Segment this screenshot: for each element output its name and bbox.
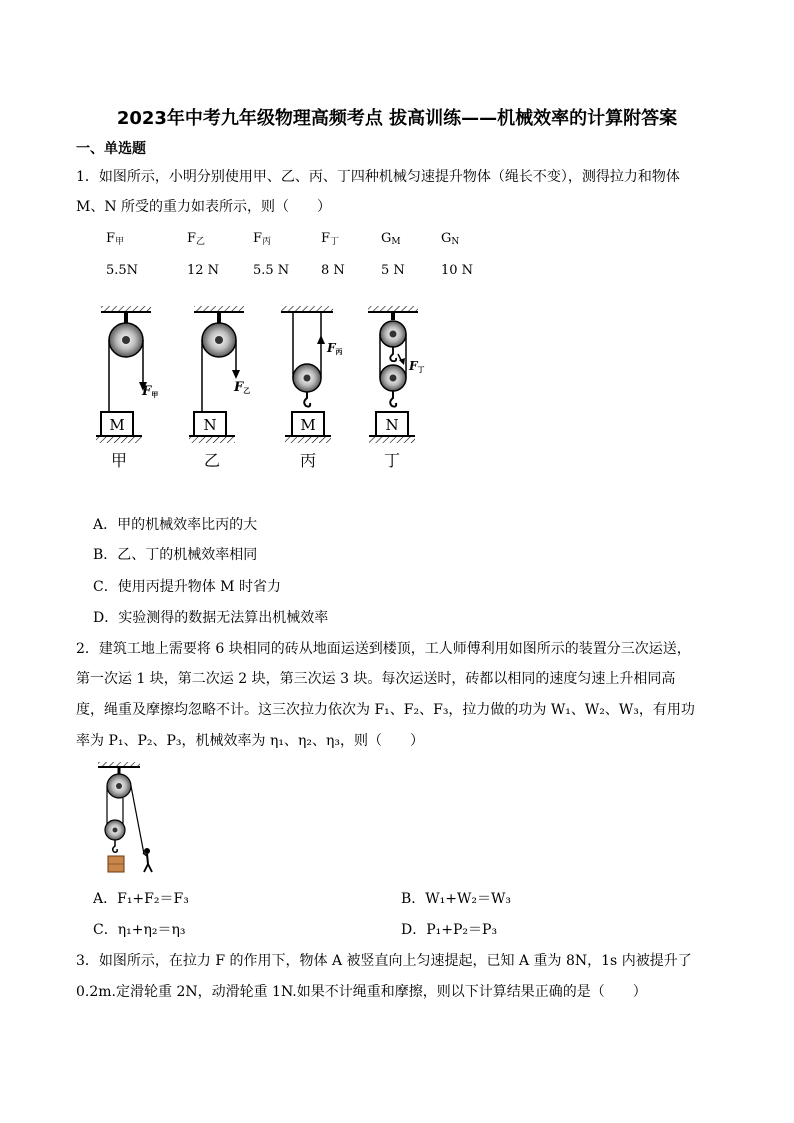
q3-stem-line2: 0.2m.定滑轮重 2N，动滑轮重 1N.如果不计绳重和摩擦，则以下计算结果正确的是（ ） [76, 984, 647, 1000]
table-cell: 10 N [441, 263, 474, 278]
q1-stem-line1: 1．如图所示，小明分别使用甲、乙、丙、丁四种机械匀速提升物体（绳长不变），测得拉力和物体 [76, 169, 680, 185]
page-title: 2023年中考九年级物理高频考点 拔高训练——机械效率的计算附答案 [116, 108, 678, 129]
box-label-m: M [109, 416, 125, 434]
q2-pulley-figure [94, 760, 164, 878]
box-label-m: M [300, 416, 316, 434]
box-label-n: N [203, 416, 217, 434]
caption-ding: 丁 [383, 451, 401, 470]
q1-stem-line2: M、N 所受的重力如表所示，则（ ） [76, 199, 332, 215]
table-cell: 12 N [187, 263, 220, 278]
q2-stem-line4: 率为 P₁、P₂、P₃，机械效率为 η₁、η₂、η₃，则（ ） [76, 733, 424, 749]
section-heading: 一、单选题 [76, 141, 146, 157]
q2-option-b: B．W₁+W₂＝W₃ [401, 891, 512, 907]
box-label-n: N [385, 416, 399, 434]
force-arrow-icon [232, 370, 240, 379]
hook-icon [390, 391, 396, 407]
q1-pulley-figure [96, 298, 436, 476]
q2-option-a: A．F₁+F₂＝F₃ [93, 891, 189, 907]
table-header: $F_乙$ [187, 231, 206, 247]
table-cell: 5.5N [106, 263, 139, 278]
q1-option-a: A．甲的机械效率比丙的大 [93, 517, 258, 533]
table-header: $F_丙$ [253, 231, 272, 247]
q1-option-d: D．实验测得的数据无法算出机械效率 [93, 610, 329, 626]
q2-stem-line3: 度，绳重及摩擦均忽略不计。这三次拉力依次为 F₁、F₂、F₃，拉力做的功为 W₁、W₂、W₃，有用功 [76, 702, 695, 718]
caption-bing: 丙 [299, 451, 317, 470]
hook-icon [113, 840, 117, 852]
table-cell: 5 N [381, 263, 405, 278]
force-arrow-icon [317, 335, 325, 344]
q2-option-c: C．η₁+η₂＝η₃ [93, 922, 186, 938]
caption-yi: 乙 [203, 451, 221, 470]
force-label-yi: F乙 [234, 380, 251, 395]
q2-stem-line1: 2．建筑工地上需要将 6 块相同的砖从地面运送到楼顶，工人师傅利用如图所示的装置分三次运送， [76, 641, 691, 657]
hook-icon [304, 392, 310, 407]
q3-stem-line1: 3．如图所示，在拉力 F 的作用下，物体 A 被竖直向上匀速提起，已知 A 重为 8N，1s 内被提升了 [76, 953, 692, 969]
q2-stem-line2: 第一次运 1 块，第二次运 2 块，第三次运 3 块。每次运送时，砖都以相同的速度匀速上升相同高 [76, 671, 676, 687]
table-header: $G_N$ [441, 231, 460, 247]
table-header: $F_甲$ [106, 231, 125, 247]
table-cell: 5.5 N [253, 263, 290, 278]
force-label-bing: F丙 [327, 341, 343, 356]
caption-jia: 甲 [110, 451, 128, 470]
q1-option-c: C．使用丙提升物体 M 时省力 [93, 579, 281, 595]
q2-option-d: D．P₁+P₂＝P₃ [401, 922, 498, 938]
table-header: $F_丁$ [321, 231, 340, 247]
force-label-jia: F甲 [142, 384, 159, 399]
force-label-ding: F丁 [409, 359, 425, 374]
q1-option-b: B．乙、丁的机械效率相同 [93, 547, 258, 563]
table-header: $G_M$ [381, 231, 401, 247]
worker-icon [143, 848, 152, 872]
table-cell: 8 N [321, 263, 345, 278]
